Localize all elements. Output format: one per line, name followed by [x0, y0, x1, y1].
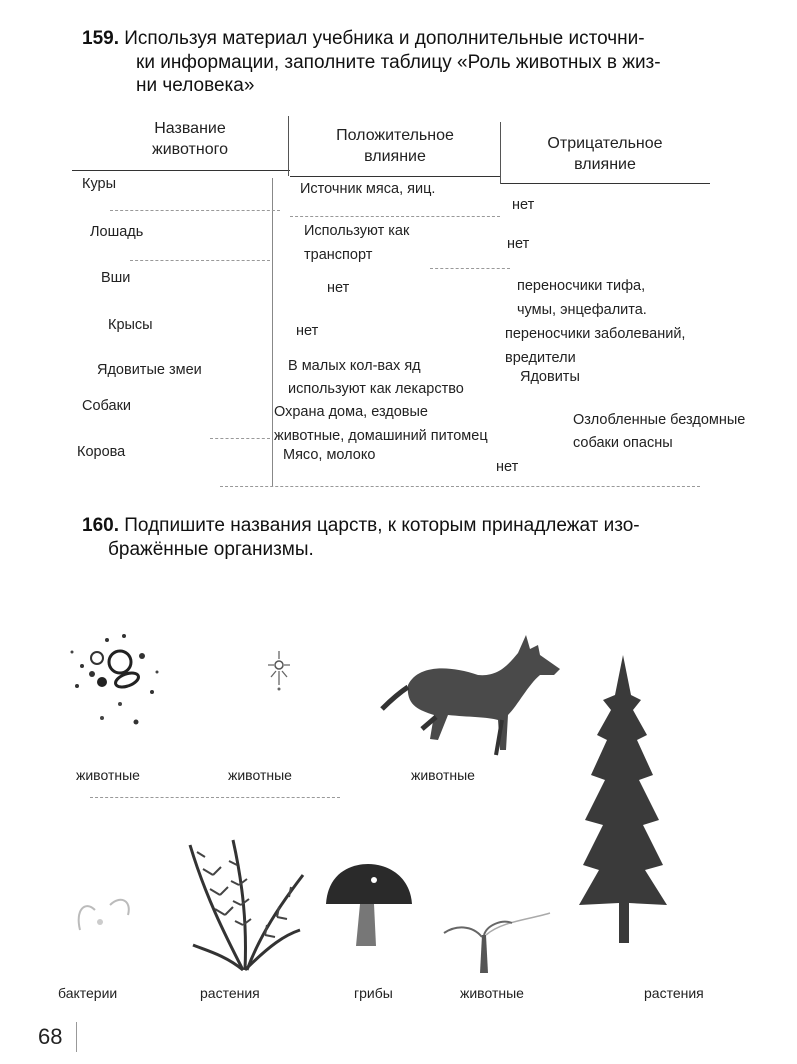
row-lice-negative-1: переносчики тифа,: [517, 278, 646, 294]
row-dogs-positive-2: животные, домашиний питомец: [274, 428, 488, 444]
wolf-illustration: [378, 625, 568, 765]
header-rule-left: [72, 170, 290, 171]
row-snakes-negative: Ядовиты: [520, 369, 580, 385]
row-horse-animal: Лошадь: [90, 224, 144, 240]
row-rats-positive: нет: [296, 323, 319, 339]
caption-hydra: животные: [460, 985, 524, 1001]
row-snakes-animal: Ядовитые змеи: [97, 362, 202, 378]
row-dogs-positive-1: Охрана дома, ездовые: [274, 404, 428, 420]
task-159-text-1: Используя материал учебника и дополнительные источни-: [124, 28, 645, 49]
row-horse-positive-1: Используют как: [304, 223, 410, 239]
small-organism-illustration: [262, 645, 296, 695]
row-snakes-positive-2: используют как лекарство: [288, 381, 464, 397]
caption-mushroom: грибы: [354, 985, 393, 1001]
row-separator: [220, 486, 700, 487]
header-divider-1: [288, 116, 289, 176]
row-separator: [130, 260, 270, 261]
amoeba-illustration: [62, 622, 187, 740]
row-separator: [290, 216, 500, 217]
header-negative: [505, 133, 705, 175]
row-chickens-negative: нет: [512, 197, 535, 213]
spruce-tree-illustration: [575, 655, 670, 945]
row-lice-animal: Вши: [101, 270, 131, 286]
row-chickens-animal: Куры: [82, 176, 117, 192]
row-horse-negative: нет: [507, 236, 530, 252]
page-margin-line: [76, 1022, 77, 1052]
task-159-line-3: ни человека»: [136, 75, 255, 96]
caption-bacteria: бактерии: [58, 985, 118, 1001]
caption-small-organism: животные: [228, 767, 292, 783]
row-cow-positive: Мясо, молоко: [283, 447, 376, 463]
bacteria-illustration: [70, 890, 140, 940]
column-divider: [272, 178, 273, 486]
task-160-line-1: [82, 515, 782, 537]
caption-spruce: растения: [644, 985, 704, 1001]
task-160-text-1: Подпишите названия царств, к которым принадлежат изо-: [124, 515, 640, 536]
header-animal-line-2: животного: [152, 141, 228, 158]
row-rats-animal: Крысы: [108, 317, 153, 333]
header-rule-right: [500, 183, 710, 184]
header-negative-line-2: влияние: [574, 156, 636, 173]
row-dogs-animal: Собаки: [82, 398, 132, 414]
task-159-line-2: ки информации, заполните таблицу «Роль животных в жиз-: [136, 52, 661, 73]
task-160-line-2: бражённые организмы.: [108, 539, 314, 560]
row-horse-positive-2: транспорт: [304, 247, 373, 263]
row-lice-positive: нет: [327, 280, 350, 296]
row-dogs-negative-2: собаки опасны: [573, 435, 673, 451]
row-cow-negative: нет: [496, 459, 519, 475]
header-negative-line-1: Отрицательное: [547, 135, 663, 152]
caption-fern: растения: [200, 985, 260, 1001]
row-lice-negative-2: чумы, энцефалита.: [517, 302, 647, 318]
row-dogs-negative-1: Озлобленные бездомные: [573, 412, 746, 428]
header-positive-line-2: влияние: [364, 148, 426, 165]
header-rule-middle: [290, 176, 500, 177]
row-separator: [430, 268, 510, 269]
page-number: 68: [38, 1024, 63, 1049]
row-separator: [210, 438, 270, 439]
row-rats-negative-2: вредители: [505, 350, 576, 366]
answer-line: [90, 797, 340, 798]
task-159-line-1: [82, 28, 782, 50]
header-divider-2: [500, 122, 501, 184]
header-animal-line-1: Название: [154, 120, 226, 137]
header-animal: [100, 118, 280, 160]
header-positive-line-1: Положительное: [336, 127, 454, 144]
caption-wolf: животные: [411, 767, 475, 783]
fern-illustration: [185, 835, 305, 975]
row-separator: [110, 210, 280, 211]
task-160-number: 160.: [82, 515, 119, 536]
row-cow-animal: Корова: [77, 444, 126, 460]
row-chickens-positive: Источник мяса, яиц.: [300, 181, 436, 197]
header-positive: [295, 125, 495, 167]
hydra-illustration: [442, 905, 552, 975]
caption-amoeba: животные: [76, 767, 140, 783]
mushroom-illustration: [322, 862, 414, 952]
row-snakes-positive-1: В малых кол-вах яд: [288, 358, 421, 374]
task-159-number: 159.: [82, 28, 119, 49]
row-rats-negative-1: переносчики заболеваний,: [505, 326, 686, 342]
